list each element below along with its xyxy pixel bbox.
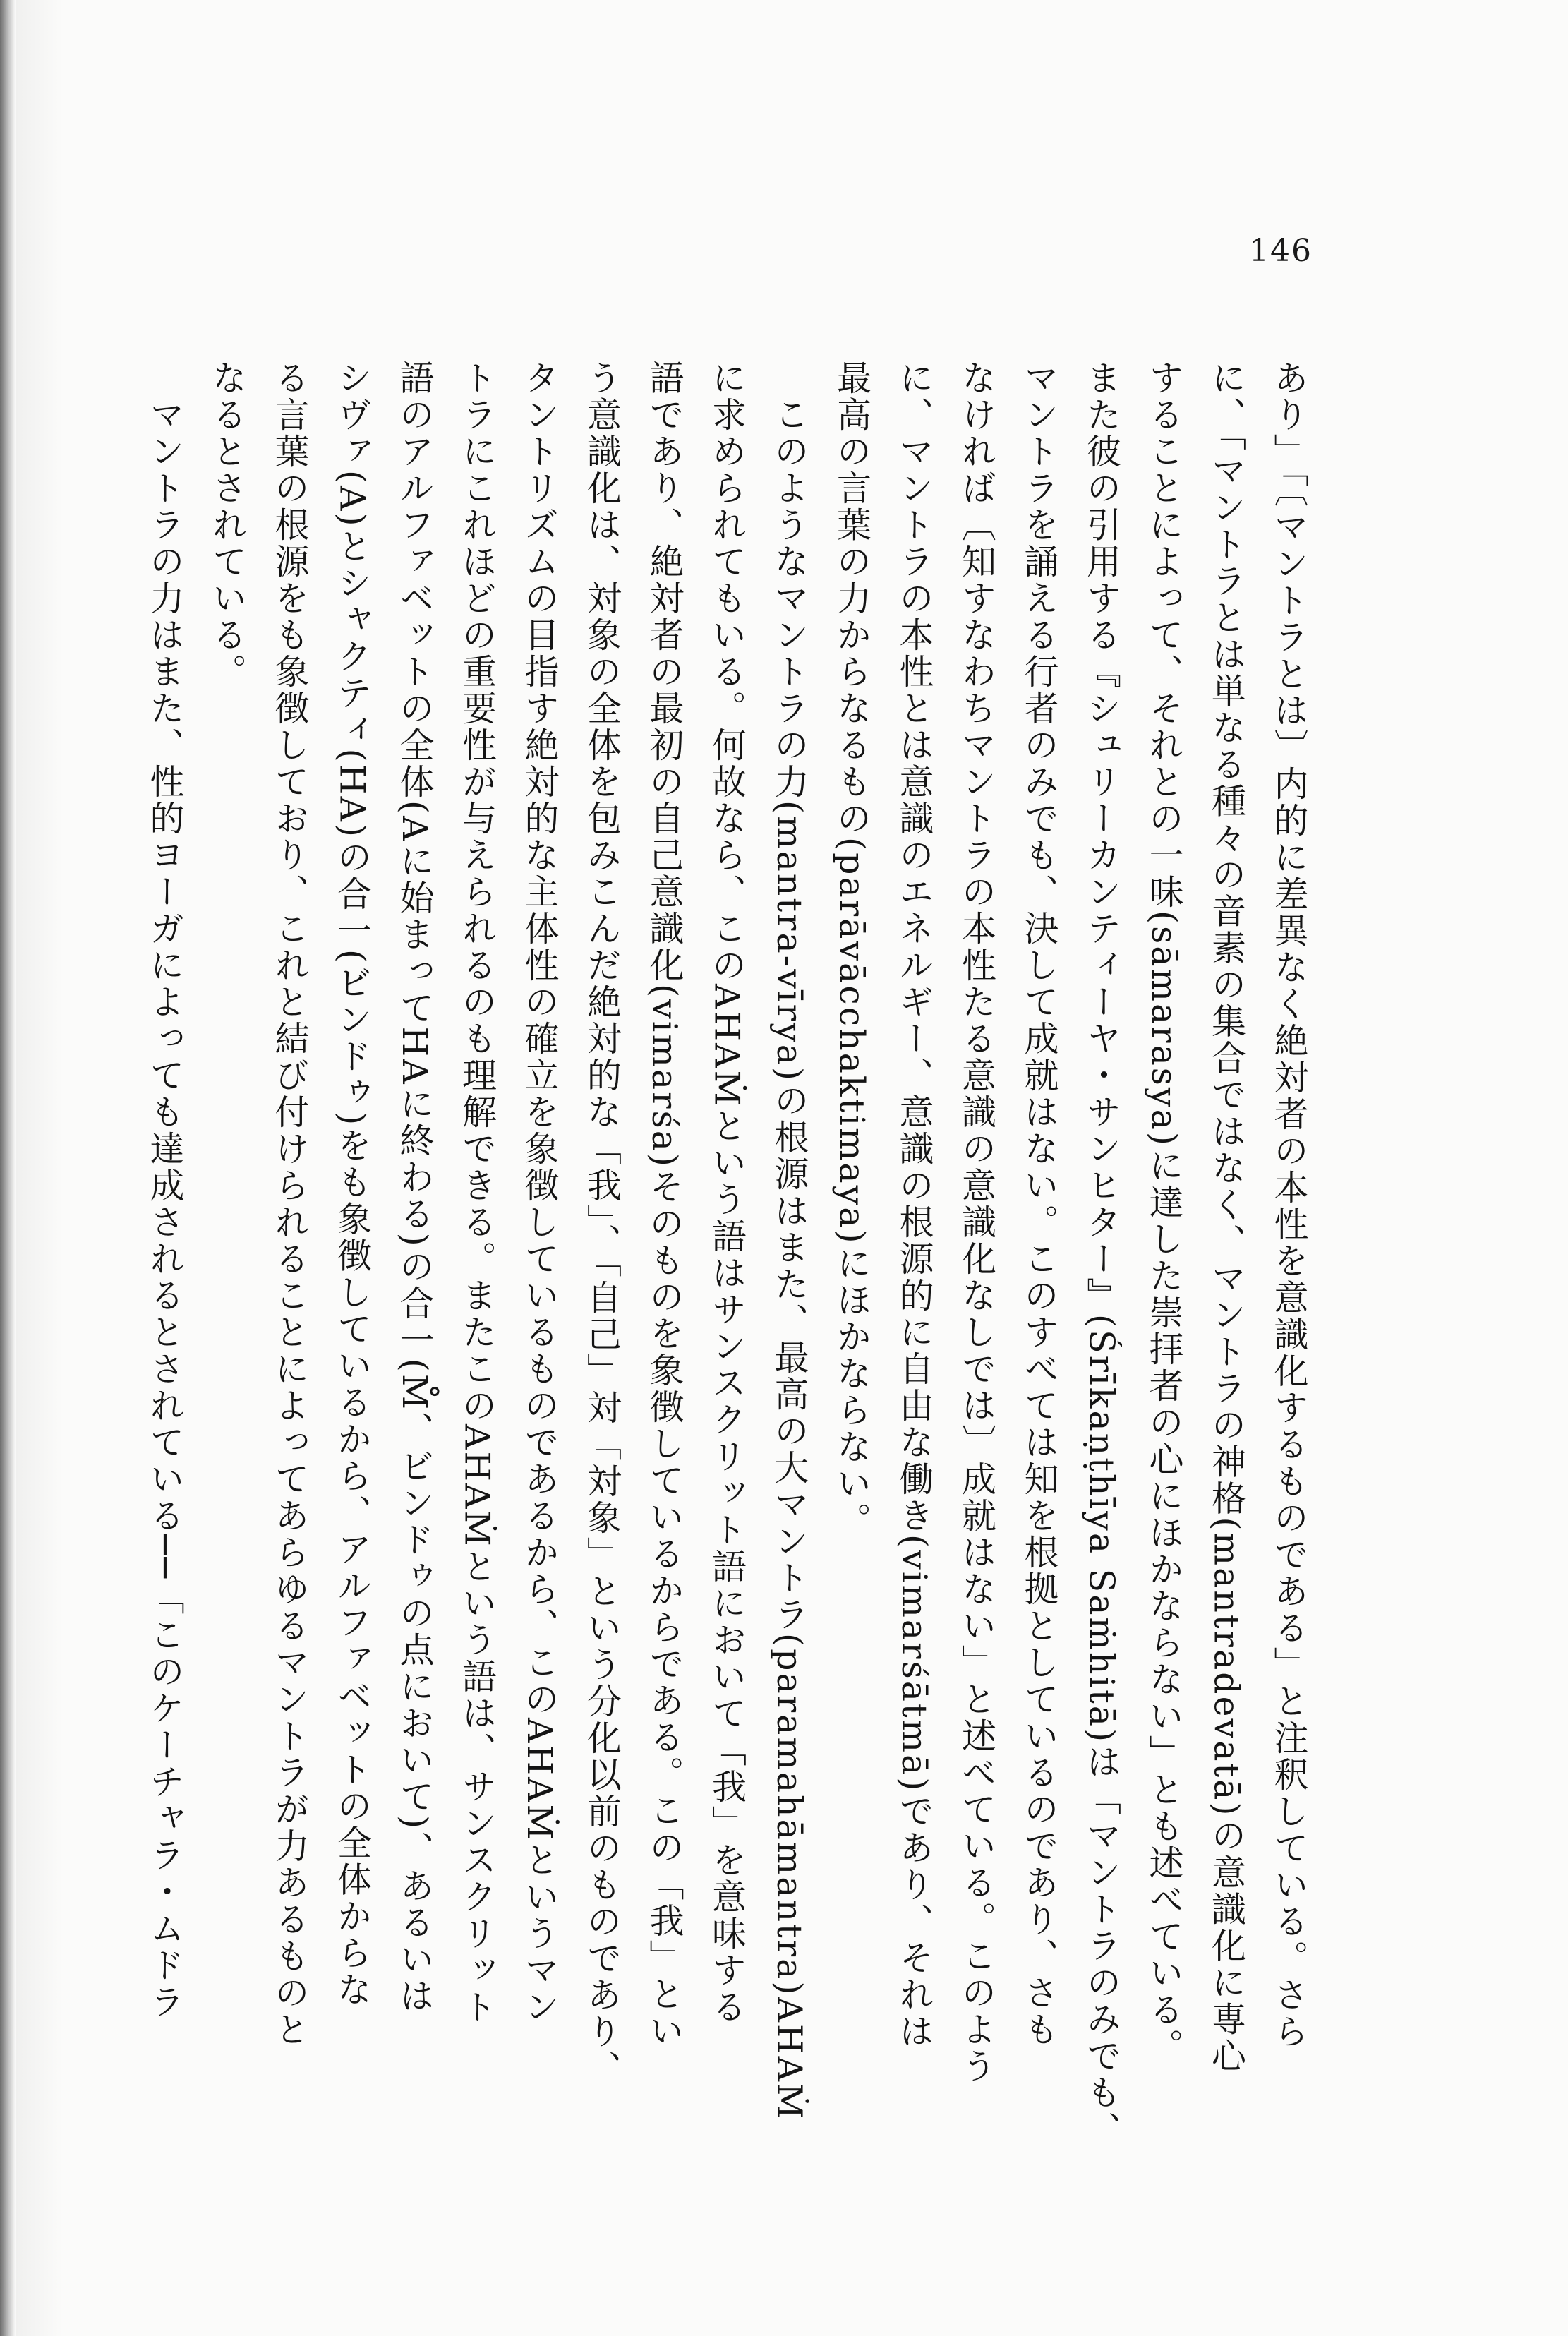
text-line: なるとされている。 — [207, 360, 248, 690]
text-line: シヴァ(A)とシャクティ(HA)の合一(ビンドゥ)をも象徴しているから、アルファベットの全体からな — [332, 360, 373, 2009]
text-line: う意識化は、対象の全体を包みこんだ絶対的な「我」、「自己」対「対象」という分化以前のものであり、 — [581, 360, 622, 2087]
text-line: なければ〔知すなわちマントラの本性たる意識の意識化なしでは〕成就はない」と述べている。このよう — [956, 360, 997, 2085]
text-line: マントラを誦える行者のみでも、決して成就はない。このすべては知を根拠としているのであり、さも — [1019, 360, 1059, 2048]
text-line: このようなマントラの力(mantra-vīrya)の根源はまた、最高の大マントラ(paramahāmantra)AHAṀ — [769, 360, 809, 2121]
text-line: マントラの力はまた、性的ヨーガによっても達成されるとされている──「このケーチャラ・ムドラ — [145, 360, 185, 2021]
text-line: に、「マントラとは単なる種々の音素の集合ではなく、マントラの神格(mantradevatā)の意識化に専心 — [1206, 360, 1247, 2075]
binding-edge — [0, 0, 16, 2336]
text-line: することによって、それとの一味(sāmarasya)に達した崇拝者の心にほかならない」とも述べている。 — [1144, 360, 1184, 2065]
page-number: 146 — [1249, 233, 1313, 269]
text-line: 語であり、絶対者の最初の自己意識化(vimarśa)そのものを象徴しているからである。この「我」とい — [644, 360, 685, 2050]
text-line: また彼の引用する『シュリーカンティーヤ・サンヒター』(Śrīkaṇṭhīya Saṁhitā)は「マントラのみでも、 — [1081, 360, 1122, 2148]
text-line: に求められてもいる。何故なら、このAHAṀという語はサンスクリット語において「我」を意味する — [706, 360, 747, 2025]
text-line: る言葉の根源をも象徴しており、これと結び付けられることによってあらゆるマントラが力あるものと — [270, 360, 310, 2048]
vertical-body-text — [145, 360, 1320, 2148]
text-line: に、マントラの本性とは意識のエネルギー、意識の根源的に自由な働き(vimarśātmā)であり、それは — [894, 360, 934, 2050]
text-line: トラにこれほどの重要性が与えられるのも理解できる。またこのAHAṀという語は、サンスクリット — [457, 360, 497, 2025]
text-line: 最高の言葉の力からなるもの(parāvācchaktimaya)にほかならない。 — [831, 360, 872, 1539]
text-line: タントリズムの目指す絶対的な主体性の確立を象徴しているものであるから、このAHAṀというマン — [519, 360, 560, 2025]
text-line: あり」「〔マントラとは〕内的に差異なく絶対者の本性を意識化するものである」と注釈している。さら — [1269, 360, 1309, 2050]
text-line: 語のアルファベットの全体(Aに始まってHAに終わる)の合一(M̊、ビンドゥの点において)、あるいは — [394, 360, 435, 2015]
